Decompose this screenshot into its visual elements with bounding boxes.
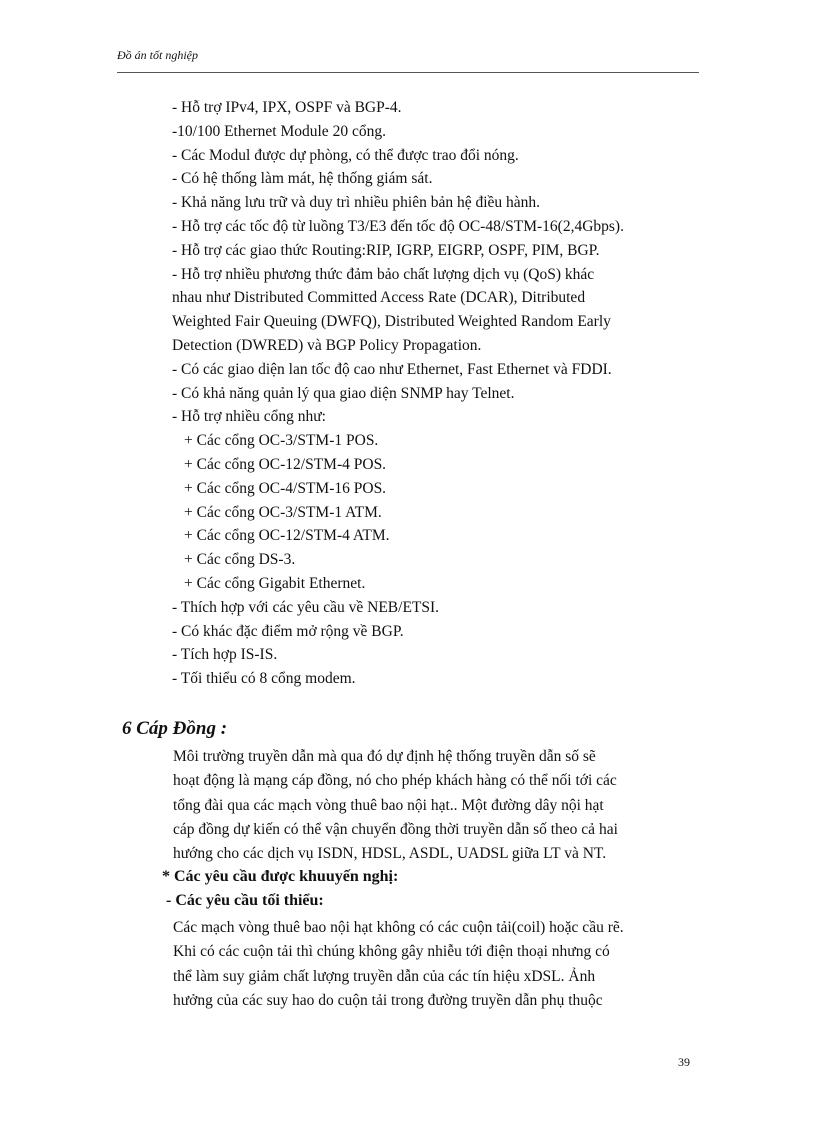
paragraph-line: hướng cho các dịch vụ ISDN, HDSL, ASDL, UADSL giữa LT và NT.: [173, 845, 607, 863]
min-requirements-paragraph: [173, 916, 624, 1013]
paragraph-line: hưởng của các suy hao do cuộn tải trong đường truyền dẫn phụ thuộc: [173, 991, 603, 1009]
header-rule: [117, 72, 699, 73]
paragraph-line: hoạt động là mạng cáp đồng, nó cho phép khách hàng có thể nối tới các: [173, 772, 617, 790]
paragraph-line: cáp đồng dự kiến có thể vận chuyển đồng thời truyền dẫn số theo cả hai: [173, 820, 618, 838]
paragraph-line: Môi trường truyền dẫn mà qua đó dự định hệ thống truyền dẫn số sẽ: [173, 748, 596, 765]
port-item: + Các cổng OC-12/STM-4 ATM.: [184, 527, 390, 545]
list-item: - Hỗ trợ các tốc độ từ luồng T3/E3 đến tốc độ OC-48/STM-16(2,4Gbps).: [172, 217, 624, 235]
port-item: + Các cổng OC-12/STM-4 POS.: [184, 455, 387, 473]
header-title: Đồ án tốt nghiệp: [117, 48, 198, 62]
list-item: - Hỗ trợ nhiều cổng như:: [172, 408, 326, 426]
list-item: - Hỗ trợ nhiều phương thức đảm bảo chất lượng dịch vụ (QoS) khác: [172, 265, 595, 283]
list-item: - Hỗ trợ IPv4, IPX, OSPF và BGP-4.: [172, 99, 402, 116]
page-number: 39: [678, 1055, 690, 1069]
section-paragraph: [173, 745, 618, 866]
list-item: - Tối thiểu có 8 cổng modem.: [172, 670, 356, 688]
min-requirements-title: - Các yêu cầu tối thiểu:: [166, 892, 324, 909]
paragraph-line: tổng đài qua các mạch vòng thuê bao nội hạt.. Một đường dây nội hạt: [173, 796, 604, 814]
list-item: - Tích hợp IS-IS.: [172, 646, 278, 664]
list-item: nhau như Distributed Committed Access Rate (DCAR), Ditributed: [172, 289, 586, 307]
paragraph-line: Các mạch vòng thuê bao nội hạt không có các cuộn tải(coil) hoặc cầu rẽ.: [173, 919, 624, 936]
list-item: - Khả năng lưu trữ và duy trì nhiều phiên bản hệ điều hành.: [172, 194, 541, 212]
list-item: - Có các giao diện lan tốc độ cao như Ethernet, Fast Ethernet và FDDI.: [172, 360, 612, 378]
paragraph-line: thể làm suy giảm chất lượng truyền dẫn của các tín hiệu xDSL. Ảnh: [173, 967, 596, 985]
paragraph-line: Khi có các cuộn tải thì chúng không gây nhiễu tới điện thoại nhưng có: [173, 943, 610, 961]
list-item: - Thích hợp với các yêu cầu về NEB/ETSI.: [172, 598, 440, 616]
list-item: - Có hệ thống làm mát, hệ thống giám sát.: [172, 170, 433, 188]
feature-list: [172, 96, 624, 691]
requirements-title: * Các yêu cầu được khuuyến nghị:: [162, 868, 399, 885]
port-item: + Các cổng OC-3/STM-1 POS.: [184, 432, 379, 450]
port-item: + Các cổng DS-3.: [184, 551, 296, 569]
list-item: Detection (DWRED) và BGP Policy Propagation.: [172, 336, 482, 354]
list-item: - Có khác đặc điểm mở rộng về BGP.: [172, 622, 404, 640]
list-item: - Các Modul được dự phòng, có thể được trao đổi nóng.: [172, 146, 519, 164]
list-item: Weighted Fair Queuing (DWFQ), Distributed Weighted Random Early: [172, 313, 611, 331]
port-item: + Các cổng OC-4/STM-16 POS.: [184, 479, 387, 497]
port-item: + Các cổng Gigabit Ethernet.: [184, 574, 366, 592]
list-item: - Hỗ trợ các giao thức Routing:RIP, IGRP, EIGRP, OSPF, PIM, BGP.: [172, 241, 600, 259]
list-item: - Có khả năng quản lý qua giao diện SNMP hay Telnet.: [172, 384, 515, 402]
section-heading: 6 Cáp Đồng :: [122, 718, 228, 739]
list-item: -10/100 Ethernet Module 20 cổng.: [172, 122, 386, 140]
port-item: + Các cổng OC-3/STM-1 ATM.: [184, 503, 382, 521]
